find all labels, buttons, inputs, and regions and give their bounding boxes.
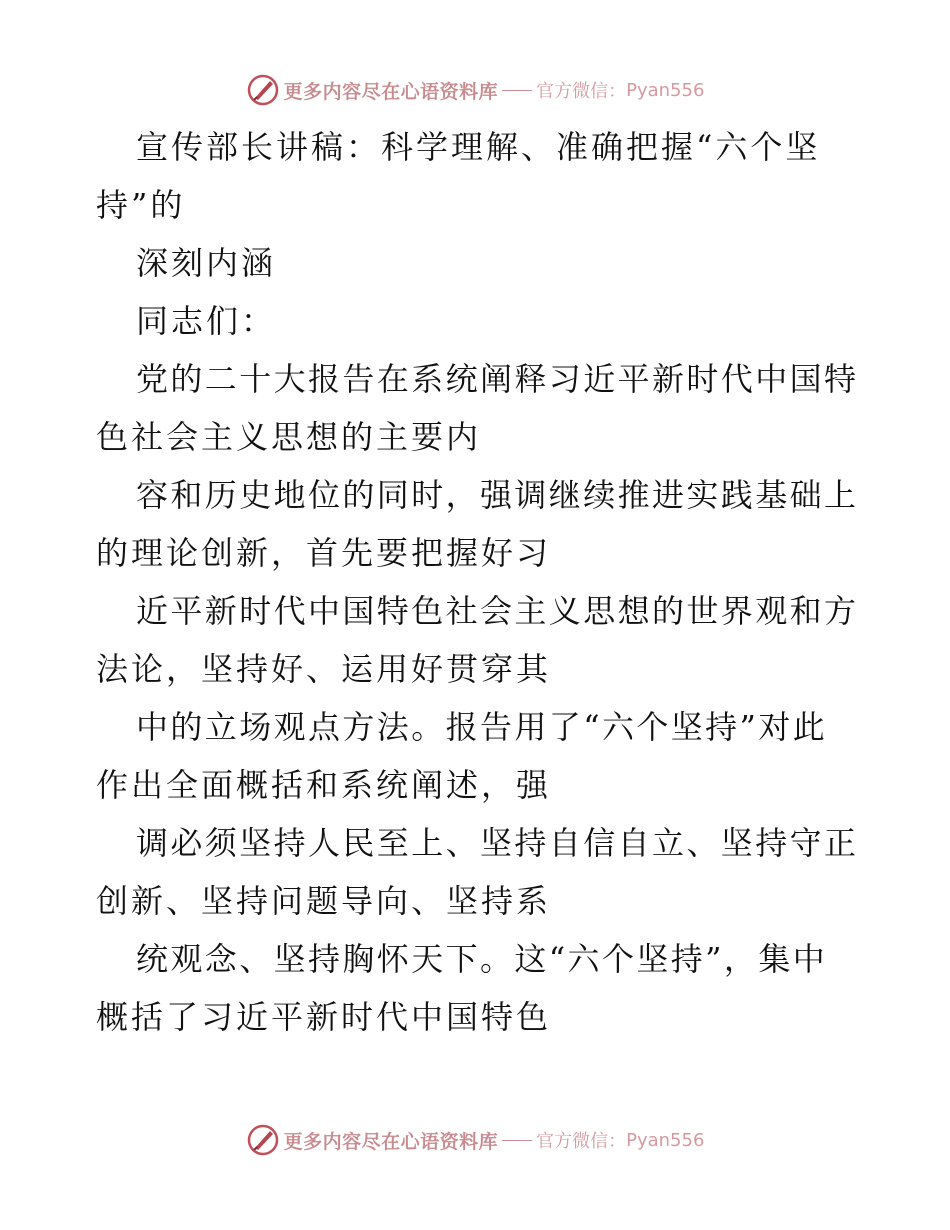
watermark-dash (502, 1140, 532, 1141)
watermark-wechat-label: 官方微信： (536, 1131, 627, 1152)
watermark-wechat-id: Pyan556 (626, 1129, 705, 1151)
doc-title-line-2: 持”的 (96, 186, 186, 224)
doc-text-line: 色社会主义思想的主要内 (96, 418, 482, 456)
doc-text-line: 调必须坚持人民至上、坚持自信自立、坚持守正 (136, 824, 859, 862)
watermark-site-text: 更多内容尽在心语资料库 (283, 80, 499, 103)
doc-title-line-3: 深刻内涵 (136, 244, 277, 282)
watermark-dash (502, 90, 532, 91)
doc-text-line: 容和历史地位的同时，强调继续推进实践基础上 (136, 476, 859, 514)
doc-salutation: 同志们： (136, 302, 277, 340)
watermark-wechat-id: Pyan556 (626, 79, 705, 101)
watermark-wechat-label: 官方微信： (536, 81, 627, 102)
header-watermark (0, 72, 950, 108)
doc-text-line: 中的立场观点方法。报告用了“六个坚持”对此 (136, 708, 828, 746)
doc-text-line: 的理论创新，首先要把握好习 (96, 534, 552, 572)
footer-watermark (0, 1122, 950, 1158)
doc-text-line: 创新、坚持问题导向、坚持系 (96, 882, 552, 920)
doc-text-line: 法论，坚持好、运用好贯穿其 (96, 650, 552, 688)
quill-logo-icon (246, 1123, 280, 1157)
document-body (96, 118, 859, 1046)
doc-text-line: 统观念、坚持胸怀天下。这“六个坚持”，集中 (136, 940, 828, 978)
doc-text-line: 党的二十大报告在系统阐释习近平新时代中国特 (136, 360, 859, 398)
doc-text-line: 概括了习近平新时代中国特色 (96, 998, 552, 1036)
doc-text-line: 作出全面概括和系统阐述，强 (96, 766, 552, 804)
quill-logo-icon (246, 73, 280, 107)
doc-title-line-1: 宣传部长讲稿：科学理解、准确把握“六个坚 (136, 128, 821, 166)
watermark-site-text: 更多内容尽在心语资料库 (283, 1130, 499, 1153)
doc-text-line: 近平新时代中国特色社会主义思想的世界观和方 (136, 592, 859, 630)
